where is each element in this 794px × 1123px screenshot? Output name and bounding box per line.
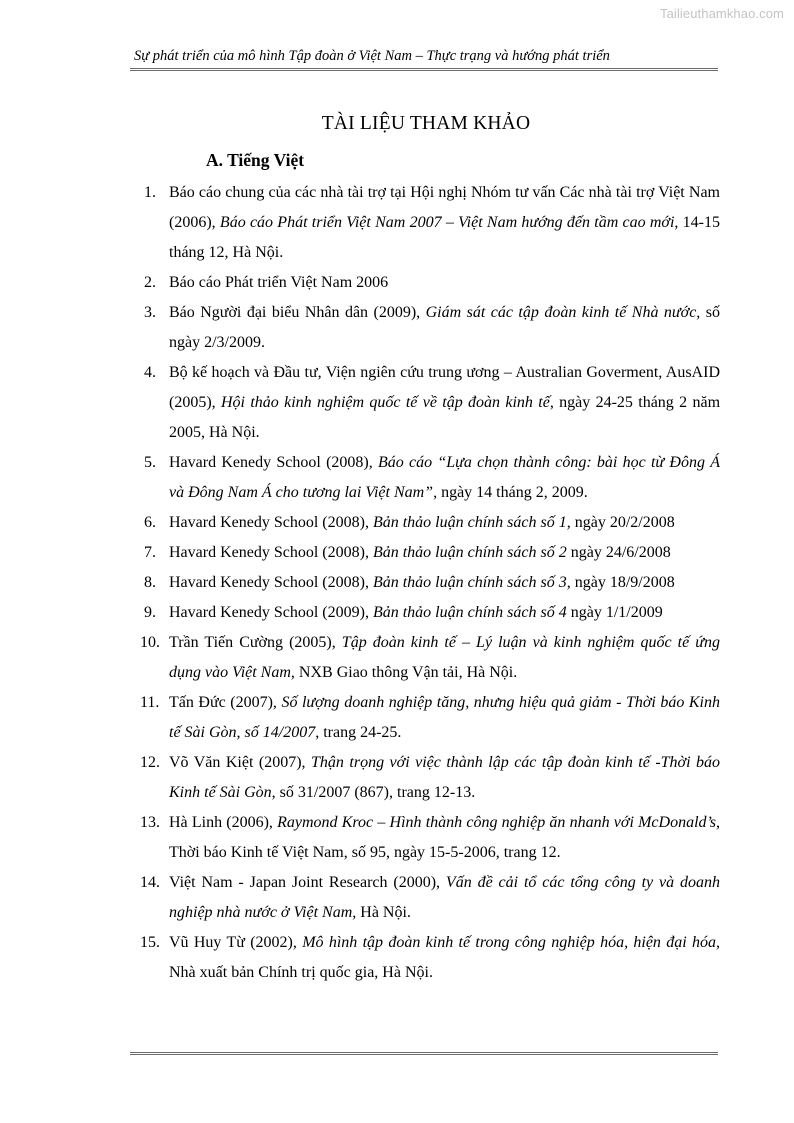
reference-title: Bản thảo luận chính sách số 4 (372, 604, 567, 621)
reference-text: Havard Kenedy School (2008), (169, 514, 373, 531)
reference-title: Báo cáo “Lựa chọn thành công: bài học từ Đông Á và Đông Nam Á cho tương lai Việt Nam”, (169, 454, 720, 501)
reference-title: Số lượng doanh nghiệp tăng, nhưng hiệu quả giảm - Thời báo Kinh tế Sài Gòn, số 14/2007 (169, 694, 721, 741)
running-header: Sự phát triển của mô hình Tập đoàn ở Việt Nam – Thực trạng và hướng phát triển (134, 48, 610, 64)
reference-item (140, 448, 720, 508)
reference-text: Havard Kenedy School (2008), (169, 544, 373, 561)
reference-title: Vấn đề cải tổ các tổng công ty và doanh nghiệp nhà nước ở Việt Nam, (169, 874, 720, 921)
reference-number: 3. (144, 304, 156, 321)
reference-details: ngày 1/1/2009 (566, 604, 663, 621)
reference-list (140, 178, 720, 988)
reference-number: 15. (140, 934, 160, 951)
reference-text: Hà Linh (2006), (169, 814, 278, 831)
reference-item (140, 868, 720, 928)
reference-details: NXB Giao thông Vận tải, Hà Nội. (294, 664, 518, 681)
reference-details: ngày 24/6/2008 (566, 544, 671, 561)
reference-details: , số 31/2007 (867), trang 12-13. (271, 784, 476, 801)
reference-text: Báo cáo Phát triển Việt Nam 2006 (169, 274, 389, 291)
reference-title: Bản thảo luận chính sách số 2 (372, 544, 567, 561)
reference-text: Havard Kenedy School (2008), (169, 574, 373, 591)
reference-title: Thận trọng với việc thành lập các tập đoàn kinh tế -Thời báo Kinh tế Sài Gòn (169, 754, 720, 801)
reference-text: Báo cáo chung của các nhà tài trợ tại Hội nghị Nhóm tư vấn Các nhà tài trợ Việt Nam (2006), (169, 184, 720, 231)
reference-title: Bản thảo luận chính sách số 3, (372, 574, 571, 591)
reference-number: 2. (144, 274, 156, 291)
reference-title: Hội thảo kinh nghiệm quốc tế về tập đoàn kinh tế (221, 394, 550, 411)
reference-item (140, 178, 720, 268)
reference-item (140, 538, 720, 568)
reference-number: 6. (144, 514, 156, 531)
reference-number: 5. (144, 454, 156, 471)
reference-number: 8. (144, 574, 156, 591)
reference-details: , Thời báo Kinh tế Việt Nam, số 95, ngày 15-5-2006, trang 12. (169, 814, 721, 861)
reference-details: số ngày 2/3/2009. (169, 304, 720, 351)
page-title: TÀI LIỆU THAM KHẢO (321, 113, 531, 134)
reference-item (140, 808, 720, 868)
header-rule (130, 68, 718, 71)
reference-details: ngày 20/2/2008 (570, 514, 675, 531)
reference-number: 11. (140, 694, 160, 711)
reference-item (140, 358, 720, 448)
watermark-text: Tailieuthamkhao.com (659, 6, 784, 21)
reference-item (140, 688, 720, 748)
reference-number: 14. (140, 874, 160, 891)
footer-rule (130, 1052, 718, 1055)
reference-details: Hà Nội. (356, 904, 411, 921)
reference-text: Havard Kenedy School (2008), (169, 454, 378, 471)
reference-title: Mô hình tập đoàn kinh tế trong công nghiệp hóa, hiện đại hóa, (302, 934, 721, 951)
reference-number: 9. (144, 604, 156, 621)
reference-text: Havard Kenedy School (2009), (169, 604, 373, 621)
reference-details: , 14-15 tháng 12, Hà Nội. (169, 214, 721, 261)
reference-number: 7. (144, 544, 156, 561)
reference-details: ngày 14 tháng 2, 2009. (437, 484, 588, 501)
reference-number: 10. (140, 634, 160, 651)
reference-title: Tập đoàn kinh tế – Lý luận và kinh nghiệm quốc tế ứng dụng vào Việt Nam, (169, 634, 721, 681)
reference-item (140, 598, 720, 628)
reference-details: Nhà xuất bản Chính trị quốc gia, Hà Nội. (169, 964, 433, 981)
reference-details: , trang 24-25. (315, 724, 402, 741)
reference-item (140, 268, 720, 298)
reference-details: ngày 18/9/2008 (570, 574, 675, 591)
reference-text: Báo Người đại biểu Nhân dân (2009), (169, 304, 426, 321)
reference-text: Vũ Huy Từ (2002), (169, 934, 303, 951)
reference-item (140, 508, 720, 538)
reference-text: Trần Tiến Cường (2005), (169, 634, 342, 651)
reference-item (140, 568, 720, 598)
reference-number: 13. (140, 814, 160, 831)
reference-title: Raymond Kroc – Hình thành công nghiệp ăn nhanh với McDonald’s (277, 814, 717, 831)
reference-item (140, 298, 720, 358)
reference-item (140, 928, 720, 988)
reference-title: Bản thảo luận chính sách số 1, (372, 514, 571, 531)
reference-details: , ngày 24-25 tháng 2 năm 2005, Hà Nội. (169, 394, 721, 441)
reference-number: 12. (140, 754, 160, 771)
reference-text: Bộ kế hoạch và Đầu tư, Viện ngiên cứu trung ương – Australian Goverment, AusAID (2005), (169, 364, 720, 411)
reference-item (140, 628, 720, 688)
reference-text: Tấn Đức (2007), (169, 694, 282, 711)
section-heading: A. Tiếng Việt (206, 150, 305, 170)
reference-item (140, 748, 720, 808)
reference-text: Việt Nam - Japan Joint Research (2000), (169, 874, 446, 891)
reference-title: Báo cáo Phát triển Việt Nam 2007 – Việt Nam hướng đến tầm cao mới (219, 214, 675, 231)
reference-title: Giám sát các tập đoàn kinh tế Nhà nước, (425, 304, 701, 321)
reference-text: Võ Văn Kiệt (2007), (169, 754, 312, 771)
reference-number: 1. (144, 184, 156, 201)
reference-number: 4. (144, 364, 156, 381)
